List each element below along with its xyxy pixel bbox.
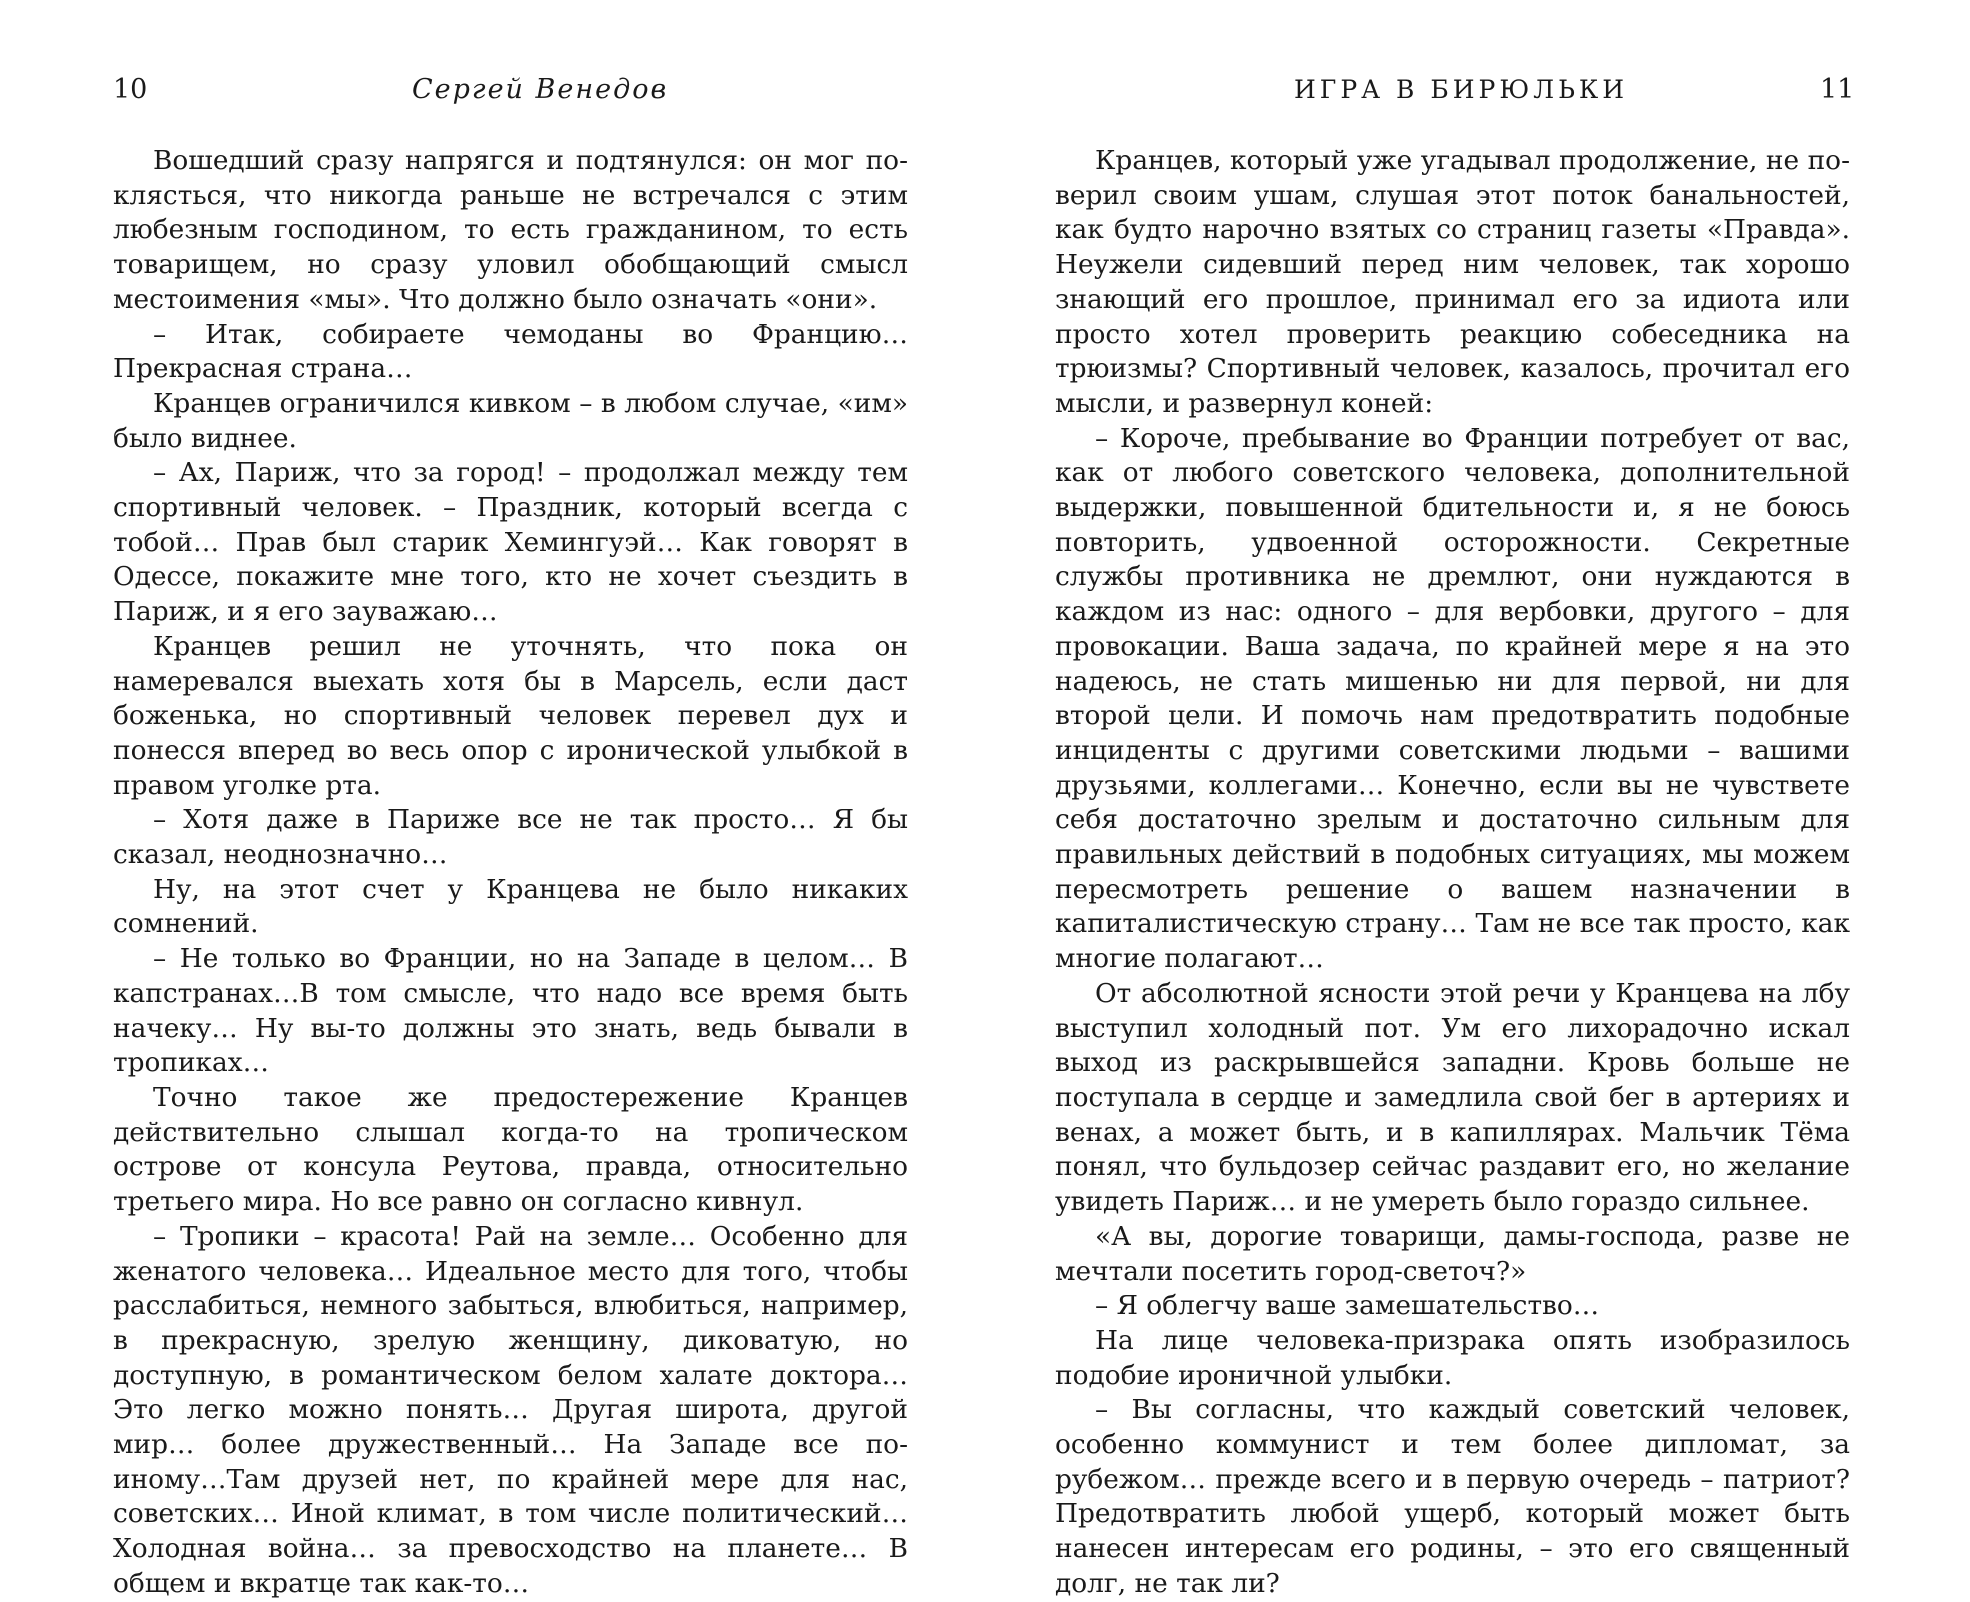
paragraph: От абсолютной ясности этой речи у Кранцева на лбу выступил холодный пот. Ум его лихорадочно искал выход из раскрывшейся западни. Кровь больше не поступала в сердце и замедлила свой бег в артериях и венах, а может быть, и в капиллярах. Мальчик Тёма понял, что бульдозер сейчас раздавит его, но желание увидеть Париж… и не умереть было гораздо сильнее. bbox=[1055, 977, 1850, 1218]
paragraph: – Я облегчу ваше замешательство… bbox=[1095, 1290, 1600, 1322]
paragraph: Кранцев решил не уточнять, что пока он намеревался выехать хотя бы в Марсель, если даст боженька, но спортивный человек перевел дух и понесся вперед во весь опор с иронической улыбкой в правом уголке рта. bbox=[113, 630, 908, 801]
paragraph: Вошедший сразу напрягся и подтянулся: он мог поклясться, что никогда раньше не встречался с этим любезным господином, то есть гражданином, то есть товарищем, но сразу уловил обобщающий смысл местоимения «мы». Что должно было означать «они». bbox=[113, 145, 908, 315]
paragraph: – Короче, пребывание во Франции потребует от вас, как от любого советского человека, дополнительной выдержки, повышенной бдительности и, я не боюсь повторить, удвоенной осторожности. Секретные службы противника не дремлют, они нуждаются в каждом из нас: одного – для вербовки, другого – для провокации. Ваша задача, по крайней мере я на это надеюсь, не стать мишенью ни для первой, ни для второй цели. И помочь нам предотвратить подобные инциденты с другими советскими людьми – вашими друзьями, коллегами… Конечно, если вы не чувствете себя достаточно зрелым и достаточно сильным для правильных действий в подобных ситуациях, мы можем пересмотреть решение о вашем назначении в капиталистическую страну… Там не все так просто, как многие полагают… bbox=[1055, 422, 1850, 975]
right-page bbox=[985, 0, 1970, 1599]
paragraph: – Вы согласны, что каждый советский человек, особенно коммунист и тем более дипломат, за рубежом… прежде всего и в первую очередь – патриот? Предотвратить любой ущерб, который может быть нанесен интересам его родины, – это его священный долг, не так ли? bbox=[1055, 1394, 1850, 1599]
paragraph: «А вы, дорогие товарищи, дамы-господа, разве не мечтали посетить город-светоч?» bbox=[1055, 1220, 1850, 1287]
running-head-title: ИГРА В БИРЮЛЬКИ bbox=[1294, 75, 1629, 104]
paragraph: Кранцев, который уже угадывал продолжение, не поверил своим ушам, слушая этот поток банальностей, как будто нарочно взятых со страниц газеты «Правда». Неужели сидевший перед ним человек, так хорошо знающий его прошлое, принимал его за идиота или просто хотел проверить реакцию собеседника на трюизмы? Спортивный человек, казалось, прочитал его мысли, и развернул коней: bbox=[1055, 145, 1850, 419]
paragraph: Кранцев ограничился кивком – в любом случае, «им» было виднее. bbox=[113, 387, 908, 454]
paragraph: – Хотя даже в Париже все не так просто… Я бы сказал, неоднозначно… bbox=[113, 804, 908, 871]
paragraph: – Не только во Франции, но на Западе в целом… В капстранах…В том смысле, что надо все время быть начеку… Ну вы-то должны это знать, ведь бывали в тропиках… bbox=[113, 943, 908, 1079]
page-body bbox=[1055, 144, 1850, 1602]
paragraph: Ну, на этот счет у Кранцева не было никаких сомнений. bbox=[113, 873, 908, 940]
page-number: 10 bbox=[113, 74, 148, 105]
page-body bbox=[113, 144, 908, 1602]
page-number: 11 bbox=[1820, 74, 1855, 105]
paragraph: – Тропики – красота! Рай на земле… Особенно для женатого человека… Идеальное место для того, чтобы расслабиться, немного забыться, влюбиться, например, в прекрасную, зрелую женщину, диковатую, но доступную, в романтическом белом халате доктора… Это легко можно понять… Другая широта, другой мир… более дружественный… На Западе все по-иному…Там друзей нет, по крайней мере для нас, советских… Иной климат, в том числе политический… Холодная война… за превосходство на планете… В общем и вкратце так как-то… bbox=[113, 1220, 908, 1599]
running-head-author: Сергей Венедов bbox=[412, 74, 669, 105]
paragraph: На лице человека-призрака опять изобразилось подобие ироничной улыбки. bbox=[1055, 1324, 1850, 1391]
paragraph: – Итак, собираете чемоданы во Францию… Прекрасная страна… bbox=[113, 318, 908, 385]
left-page bbox=[0, 0, 985, 1599]
paragraph: Точно такое же предостережение Кранцев действительно слышал когда-то на тропическом острове от консула Реутова, правда, относительно третьего мира. Но все равно он согласно кивнул. bbox=[113, 1081, 908, 1218]
paragraph: – Ах, Париж, что за город! – продолжал между тем спортивный человек. – Праздник, который всегда с тобой… Прав был старик Хемингуэй… Как говорят в Одессе, покажите мне того, кто не хочет съездить в Париж, и я его зауважаю… bbox=[113, 457, 908, 628]
